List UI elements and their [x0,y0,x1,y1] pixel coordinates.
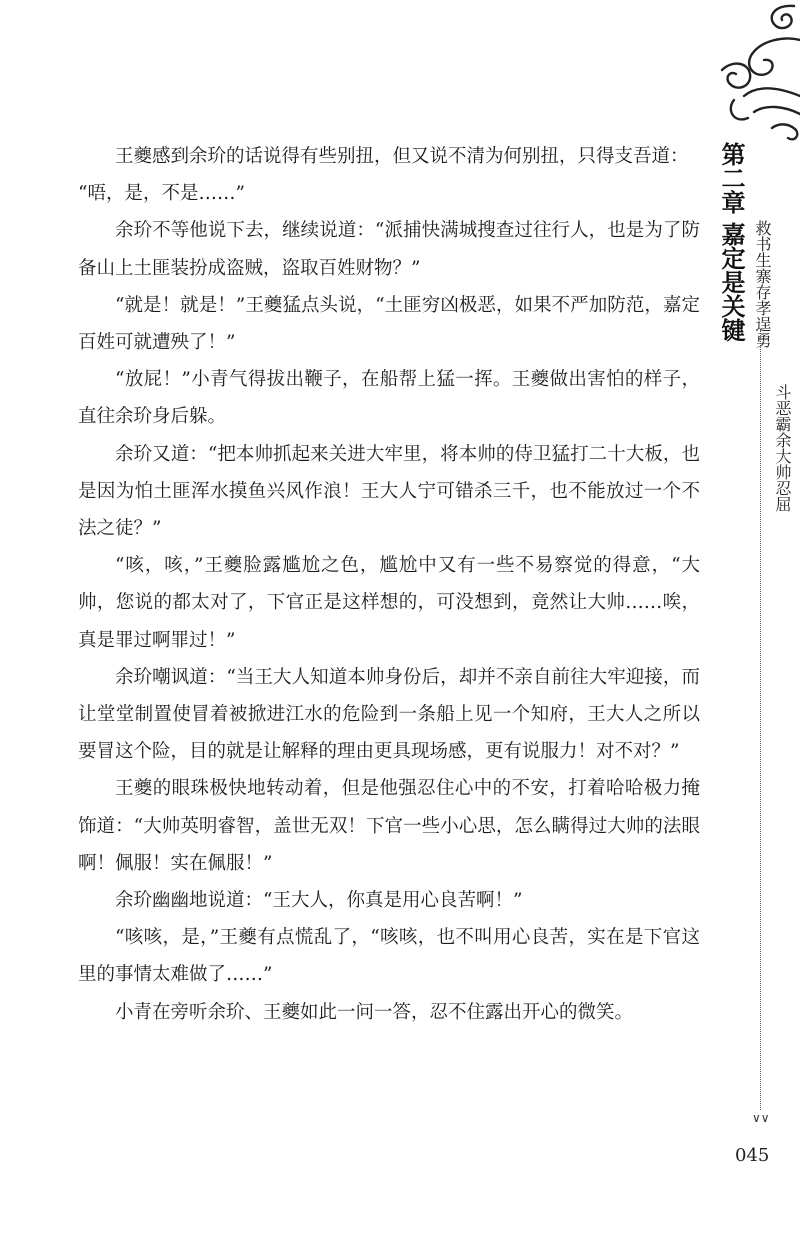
paragraph: “就是！就是！”王夔猛点头说，“土匪穷凶极恶，如果不严加防范，嘉定百姓可就遭殃了！” [78,294,700,354]
chapter-subtitle-line-2: 斗恶霸余大帅忍屈 [773,384,792,512]
paragraph: “放屁！”小青气得拔出鞭子，在船帮上猛一挥。王夔做出害怕的样子，直往余玠身后躲。 [78,369,700,428]
chapter-sidebar [714,142,800,1162]
paragraph: 小青在旁听余玠、王夔如此一问一答，忍不住露出开心的微笑。 [115,1001,634,1023]
paragraph: 王夔感到余玠的话说得有些别扭，但又说不清为何别扭，只得支吾道： [115,146,689,167]
paragraph: 余玠幽幽地说道：“王大人，你真是用心良苦啊！” [115,890,523,912]
dotted-rule [760,330,761,1110]
chapter-title: 嘉定是关键 [717,222,746,342]
paragraph: “咳咳，是，”王夔有点慌乱了，“咳咳，也不叫用心良苦，实在是下官这里的事情太难做了……” [78,927,700,986]
chapter-number: 第二章 [717,142,746,214]
chapter-subtitle-line-1: 救书生寨存孝逞勇 [753,220,772,348]
page-number: 045 [735,1145,770,1166]
cloud-scroll-ornament-icon [704,0,800,148]
paragraph: 余玠嘲讽道：“当王大人知道本帅身份后，却并不亲自前往大牢迎接，而让堂堂制置使冒着被掀进江水的危险到一条船上见一个知府，王大人之所以要冒这个险，目的就是让解释的理由更具现场感，更有说服力！对不对？” [78,666,700,763]
paragraph: “唔，是，不是……” [78,183,245,205]
body-text [78,138,700,1031]
paragraph: “咳，咳，”王夔脸露尴尬之色，尴尬中又有一些不易察觉的得意，“大帅，您说的都太对了，下官正是这样想的，可没想到，竟然让大帅……唉，真是罪过啊罪过！” [78,555,700,651]
double-chevron-down-icon: ∨∨ [752,1111,770,1125]
paragraph: 余玠又道：“把本帅抓起来关进大牢里，将本帅的侍卫猛打二十大板，也是因为怕土匪浑水摸鱼兴风作浪！王大人宁可错杀三千，也不能放过一个不法之徒？” [78,443,700,540]
paragraph: 余玠不等他说下去，继续说道：“派捕快满城搜查过往行人，也是为了防备山上土匪装扮成盗贼，盗取百姓财物？” [78,220,700,279]
paragraph: 王夔的眼珠极快地转动着，但是他强忍住心中的不安，打着哈哈极力掩饰道：“大帅英明睿智，盖世无双！下官一些小心思，怎么瞒得过大帅的法眼啊！佩服！实在佩服！” [78,778,700,874]
